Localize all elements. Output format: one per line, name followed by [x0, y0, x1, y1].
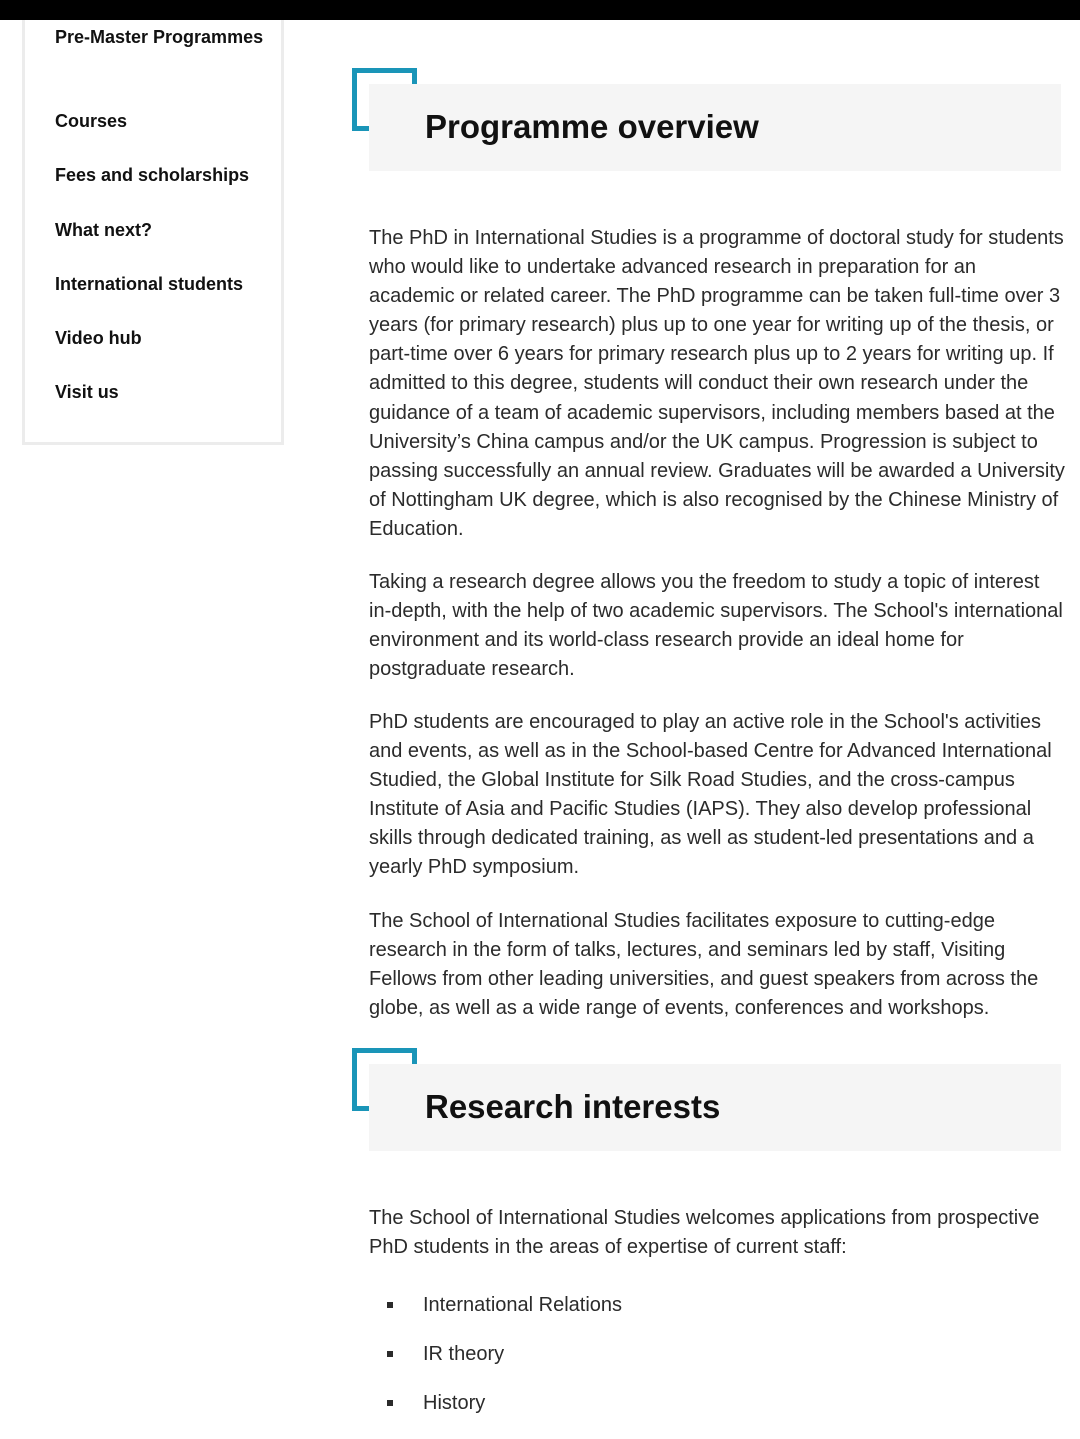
top-bar: [0, 0, 1080, 20]
sidebar-item-courses[interactable]: Courses: [55, 111, 128, 131]
sidebar-item-pre-master-programmes[interactable]: Pre-Master Programmes: [55, 27, 264, 47]
research-area-label: History: [423, 1392, 486, 1414]
overview-paragraph-1: The PhD in International Studies is a programme of doctoral study for students who would like to undertake advanced research in preparation for an academic or related career. The PhD programme can be taken full-time over 3 years (for primary research) plus up to one year for writing up of the thesis, or part-time over 6 years for primary research plus up to 2 years for writing up. If admitted to this degree, students will conduct their own research under the guidance of a team of academic supervisors, including members based at the University’s China campus and/or the UK campus. Progression is subject to passing successfully an annual review. Graduates will be awarded a University of Nottingham UK degree, which is also recognised by the Chinese Ministry of Education.: [369, 227, 1065, 540]
overview-paragraph-4: The School of International Studies facilitates exposure to cutting-edge research in the form of talks, lectures, and seminars led by staff, Visiting Fellows from other leading universities, and guest speakers from across the globe, as well as a wide range of events, conferences and workshops.: [369, 910, 1039, 1020]
bullet-icon: [387, 1400, 393, 1406]
research-area-label: International Relations: [423, 1294, 623, 1316]
heading-bracket-foot: [352, 126, 369, 131]
research-area-label: IR theory: [423, 1343, 505, 1365]
heading-background: [369, 1064, 1061, 1151]
heading-bracket-foot: [352, 1106, 369, 1111]
research-interests-heading: [352, 1048, 1062, 1152]
heading-background: [369, 84, 1061, 171]
bullet-icon: [387, 1351, 393, 1357]
programme-overview-heading: [352, 68, 1062, 172]
sidebar-item-visit-us[interactable]: Visit us: [55, 382, 119, 402]
programme-overview-title: Programme overview: [425, 108, 759, 145]
research-intro-paragraph: The School of International Studies welcomes applications from prospective PhD students in the areas of expertise of current staff:: [369, 1207, 1040, 1259]
research-interests-title: Research interests: [425, 1088, 721, 1125]
sidebar-item-international-students[interactable]: International students: [55, 274, 244, 294]
overview-paragraph-3: PhD students are encouraged to play an active role in the School's activities and events, as well as in the School-based Centre for Advanced International Studied, the Global Institute for Silk Road Studies, and the cross-campus Institute of Asia and Pacific Studies (IAPS). They also develop professional skills through dedicated training, as well as student-led presentations and a yearly PhD symposium.: [369, 711, 1052, 879]
overview-paragraph-2: Taking a research degree allows you the freedom to study a topic of interest in-depth, with the help of two academic supervisors. The School's international environment and its world-class research provide an ideal home for postgraduate research.: [369, 571, 1063, 681]
sidebar-item-fees-and-scholarships[interactable]: Fees and scholarships: [55, 165, 250, 185]
bullet-icon: [387, 1302, 393, 1308]
sidebar-nav: [22, 20, 284, 445]
sidebar-item-what-next[interactable]: What next?: [55, 220, 152, 240]
sidebar-item-video-hub[interactable]: Video hub: [55, 328, 142, 348]
heading-bracket-notch: [412, 1048, 417, 1064]
heading-bracket-notch: [412, 68, 417, 84]
